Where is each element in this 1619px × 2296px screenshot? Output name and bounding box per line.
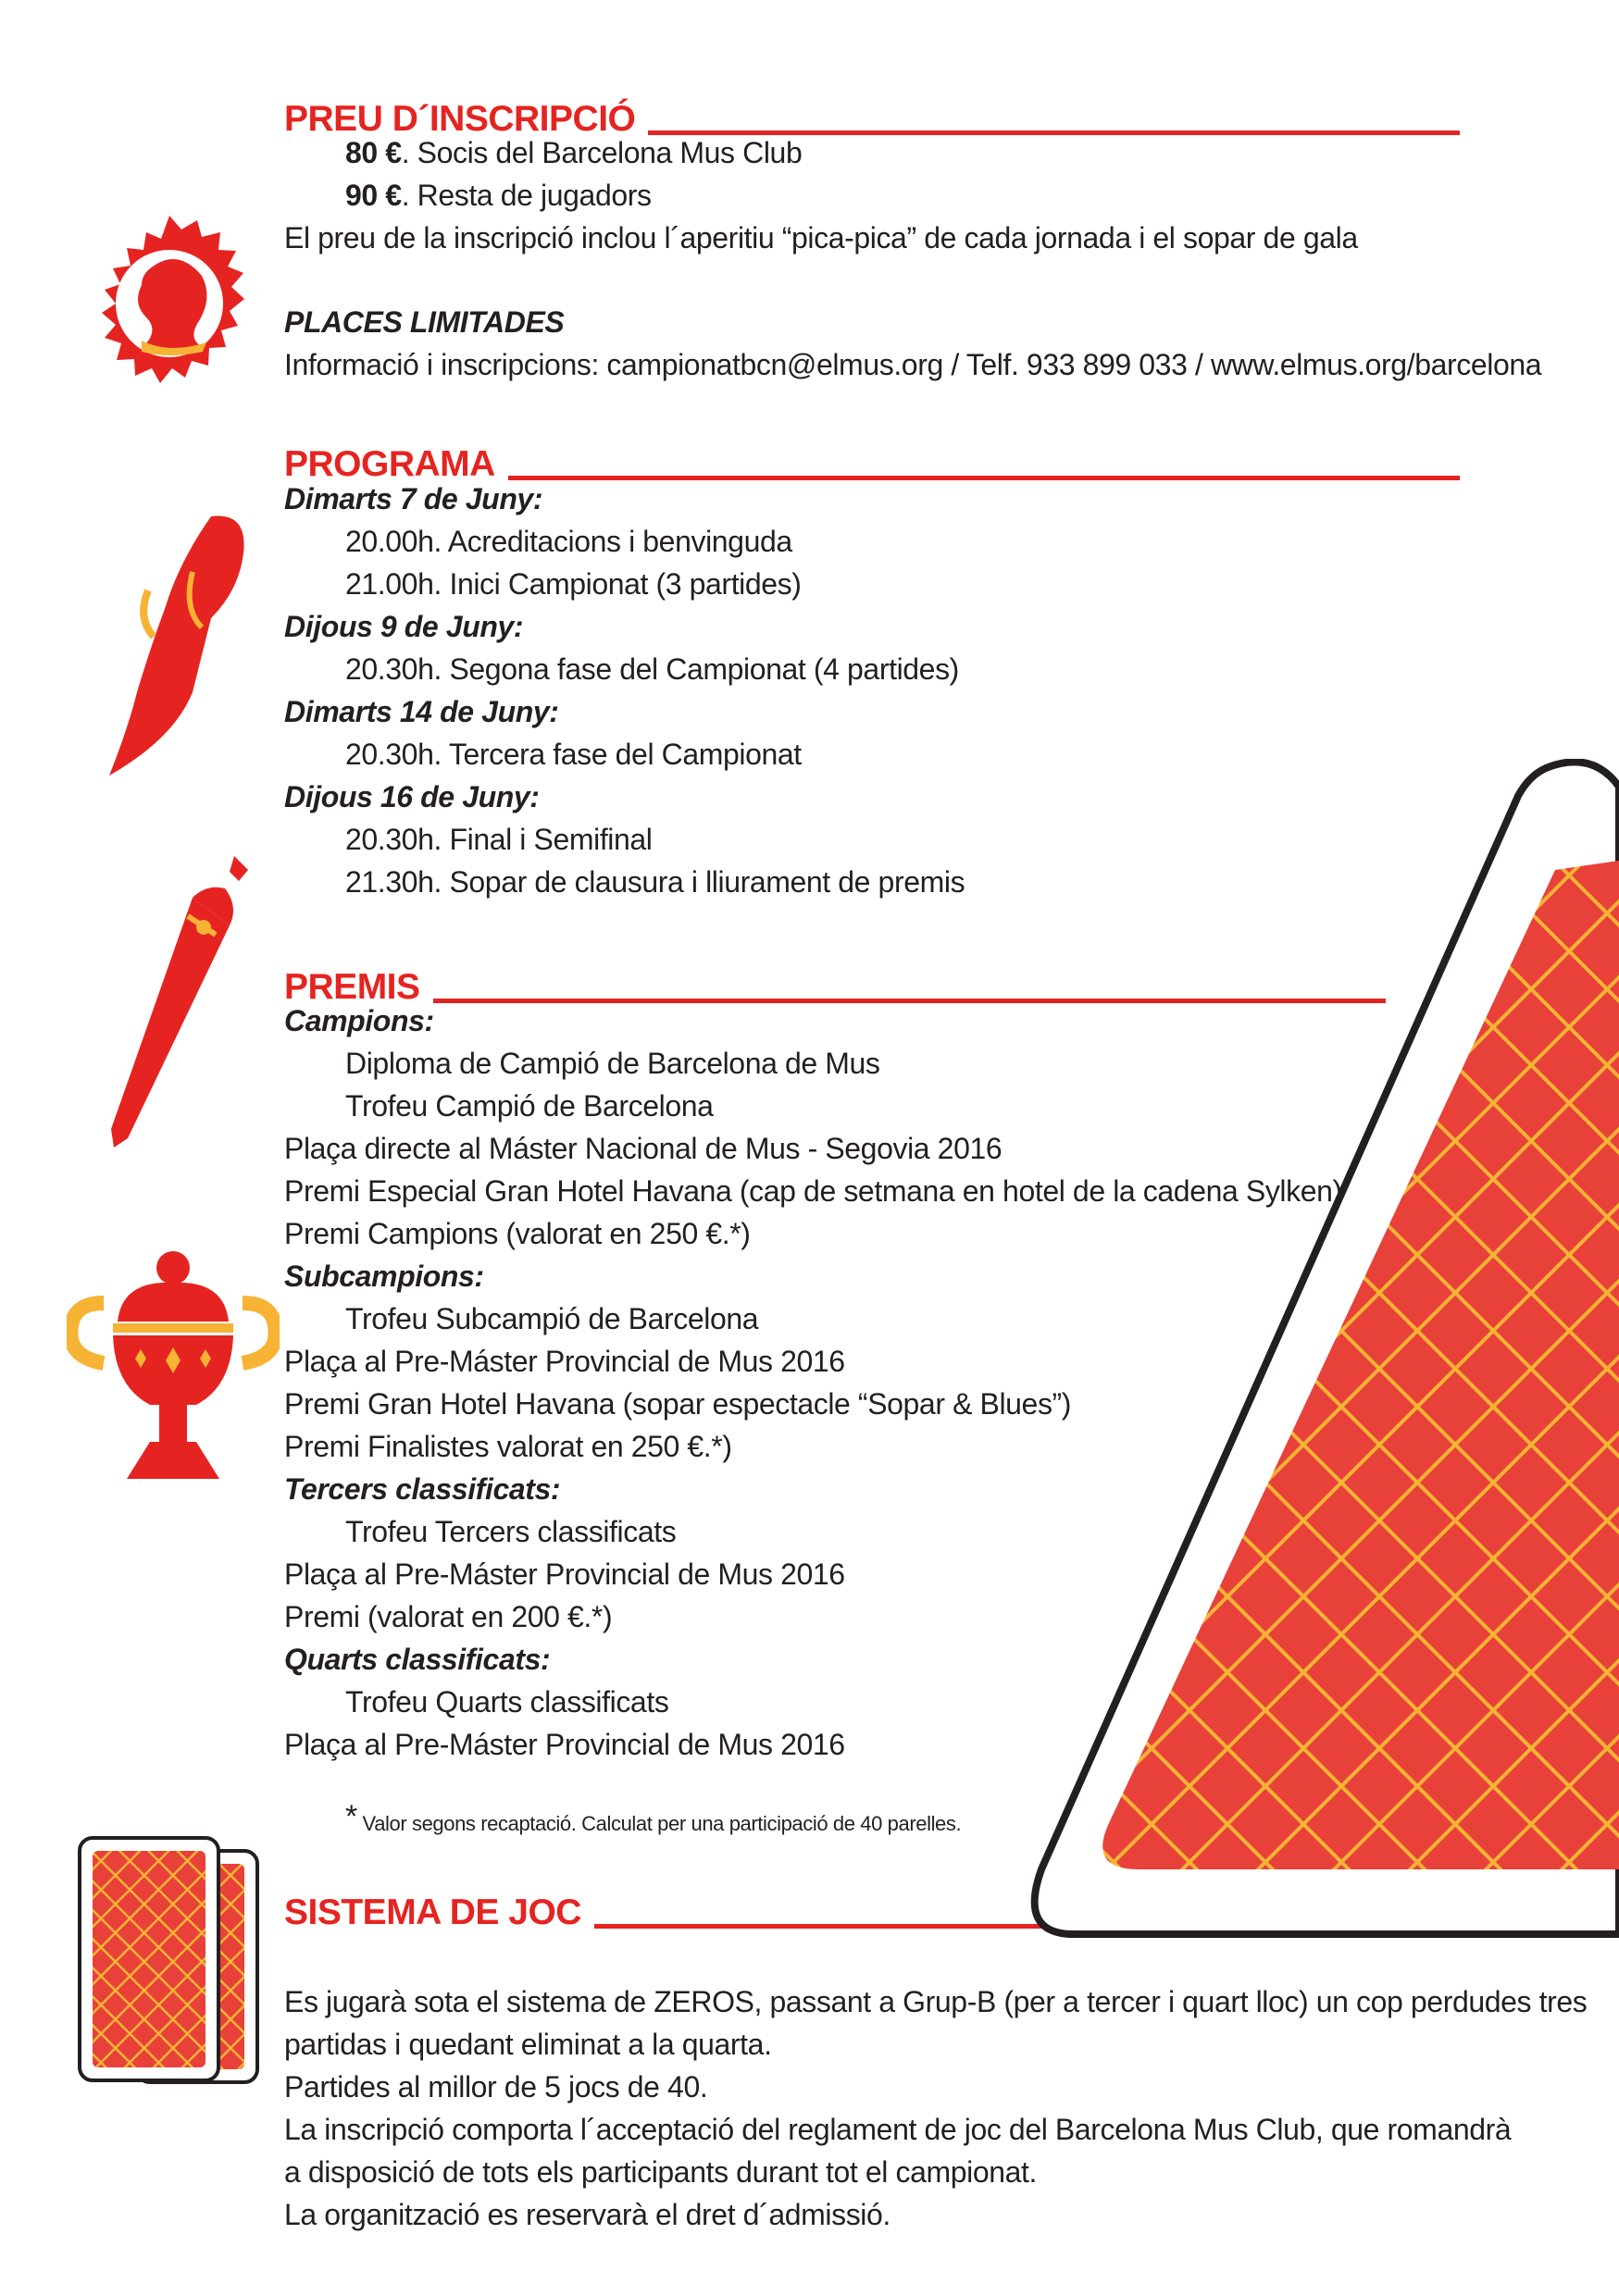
premis-title: PREMIS	[284, 969, 433, 1005]
premis-item: Trofeu Tercers classificats	[345, 1515, 677, 1548]
premis-heading: Quarts classificats:	[284, 1643, 551, 1676]
programa-section	[284, 478, 1460, 903]
inscripcio-section	[284, 131, 1542, 386]
sistema-line: La organització es reservarà el dret d´admissió.	[284, 2198, 890, 2231]
sistema-line: partidas i quedant eliminat a la quarta.	[284, 2028, 772, 2061]
playing-cards-icon	[72, 1831, 267, 2099]
premis-item: Premi (valorat en 200 €.*)	[284, 1600, 613, 1633]
sistema-line: a disposició de tots els participants durant tot el campionat.	[284, 2155, 1037, 2189]
price-socis-text: . Socis del Barcelona Mus Club	[401, 136, 803, 169]
sistema-line: Partides al millor de 5 jocs de 40.	[284, 2070, 708, 2104]
premis-item: Trofeu Quarts classificats	[345, 1685, 669, 1719]
programa-item: 20.30h. Tercera fase del Campionat	[345, 738, 802, 771]
premis-item: Plaça directe al Máster Nacional de Mus - Segovia 2016	[284, 1132, 1003, 1165]
oros-medallion-icon	[81, 211, 257, 396]
programa-day: Dijous 9 de Juny:	[284, 610, 524, 643]
premis-heading: Tercers classificats:	[284, 1472, 561, 1506]
places-limitades	[284, 301, 1460, 343]
price-resta-text: . Resta de jugadors	[401, 179, 652, 212]
premis-item: Premi Gran Hotel Havana (sopar espectacle “Sopar & Blues”)	[284, 1387, 1072, 1421]
sistema-title: SISTEMA DE JOC	[284, 1894, 594, 1930]
premis-item: Trofeu Campió de Barcelona	[345, 1089, 714, 1123]
premis-item: Premi Especial Gran Hotel Havana (cap de setmana en hotel de la cadena Sylken)	[284, 1174, 1342, 1208]
price-includes: El preu de la inscripció inclou l´aperitiu “pica-pica” de cada jornada i el sopar de gala	[284, 221, 1358, 254]
programa-day: Dimarts 14 de Juny:	[284, 695, 559, 728]
programa-item: 20.30h. Final i Semifinal	[345, 823, 653, 856]
premis-heading: Subcampions:	[284, 1260, 484, 1293]
inscripcio-header	[284, 85, 1460, 137]
premis-heading: Campions:	[284, 1004, 434, 1037]
premis-item: Premi Campions (valorat en 250 €.*)	[284, 1217, 751, 1250]
premis-item: Plaça al Pre-Máster Provincial de Mus 2016	[284, 1345, 845, 1378]
premis-item: Plaça al Pre-Máster Provincial de Mus 2016	[284, 1558, 845, 1591]
sistema-section	[284, 1980, 1588, 2236]
copas-cup-icon	[67, 1247, 280, 1488]
programa-item: 20.30h. Segona fase del Campionat (4 partides)	[345, 652, 959, 686]
price-socis-amount: 80 €	[345, 136, 402, 169]
places-limitades-text: PLACES LIMITADES	[284, 305, 565, 339]
programa-day: Dijous 16 de Juny:	[284, 780, 540, 813]
sistema-line: Es jugarà sota el sistema de ZEROS, passant a Grup-B (per a tercer i quart lloc) un cop perdudes tres	[284, 1985, 1588, 2018]
premis-footnote	[284, 1799, 1460, 1845]
programa-item: 21.00h. Inici Campionat (3 partides)	[345, 567, 802, 601]
bastos-club-icon	[100, 507, 257, 785]
programa-title: PROGRAMA	[284, 446, 508, 482]
premis-section	[284, 999, 1460, 1845]
programa-item: 21.30h. Sopar de clausura i lliurament de premis	[345, 865, 965, 899]
espadas-sword-icon	[100, 851, 257, 1157]
info-contact: Informació i inscripcions: campionatbcn@elmus.org / Telf. 933 899 033 / www.elmus.org/barcelona	[284, 348, 1542, 381]
programa-header	[284, 430, 1460, 482]
footnote-text: Valor segons recaptació. Calculat per una participació de 40 parelles.	[356, 1812, 962, 1835]
footnote-star: *	[345, 1799, 357, 1834]
premis-item: Trofeu Subcampió de Barcelona	[345, 1302, 759, 1335]
price-socis	[284, 131, 1460, 174]
inscripcio-title: PREU D´INSCRIPCIÓ	[284, 101, 648, 137]
premis-item: Plaça al Pre-Máster Provincial de Mus 2016	[284, 1728, 845, 1761]
programa-day: Dimarts 7 de Juny:	[284, 482, 543, 515]
price-resta	[284, 174, 1460, 217]
premis-item: Diploma de Campió de Barcelona de Mus	[345, 1047, 880, 1080]
programa-item: 20.00h. Acreditacions i benvinguda	[345, 525, 792, 558]
sistema-line: La inscripció comporta l´acceptació del reglament de joc del Barcelona Mus Club, que romandrà	[284, 2113, 1512, 2146]
premis-item: Premi Finalistes valorat en 250 €.*)	[284, 1430, 732, 1463]
price-resta-amount: 90 €	[345, 179, 402, 212]
